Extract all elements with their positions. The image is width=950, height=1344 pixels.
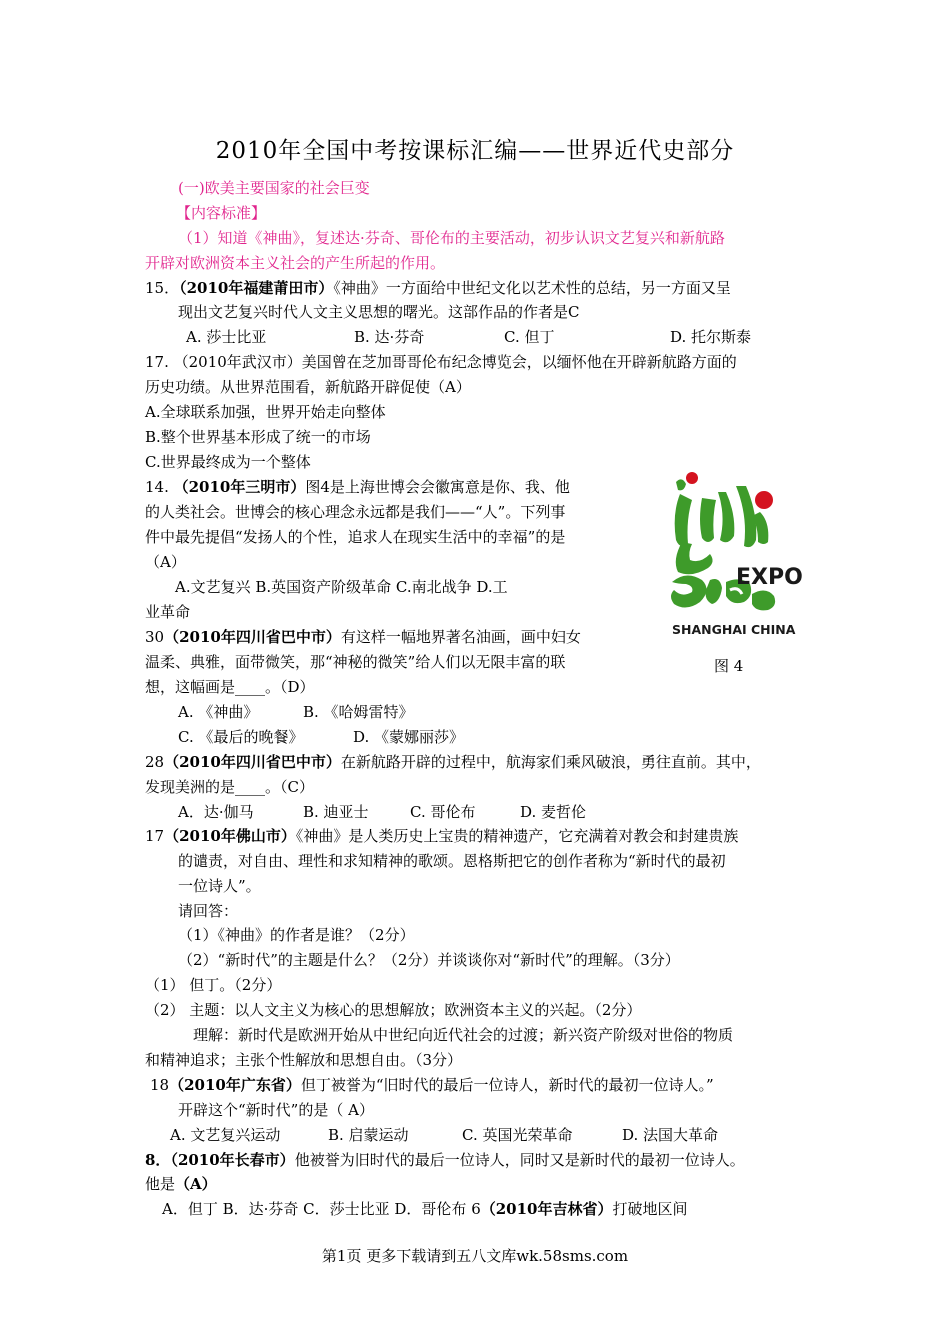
question-number: 8． bbox=[145, 1151, 171, 1169]
option-b: B. 启蒙运动 bbox=[328, 1126, 409, 1144]
question-text: 在新航路开辟的过程中，航海家们乘风破浪，勇往直前。其中， bbox=[340, 753, 761, 771]
question-text: 他是 bbox=[145, 1175, 176, 1193]
question-source: （2010年三明市） bbox=[173, 478, 306, 496]
question-30-text-3: 想，这幅画是____。（D） bbox=[145, 678, 315, 696]
question-15 bbox=[145, 278, 731, 298]
expo-emblem-icon bbox=[662, 472, 812, 642]
option-a: A. 莎士比亚 bbox=[186, 328, 267, 346]
expo-2010-logo bbox=[662, 472, 812, 642]
question-17-foshan-answer-3: 理解：新时代是欧洲开始从中世纪向近代社会的过渡；新兴资产阶级对世俗的物质 bbox=[193, 1026, 734, 1044]
question-17-option-b: B.整个世界基本形成了统一的市场 bbox=[145, 428, 371, 446]
shanghai-china-wordmark: SHANGHAI CHINA bbox=[672, 622, 796, 637]
option-a: A. 文艺复兴运动 bbox=[170, 1126, 281, 1144]
option-b: B. 达·芬奇 bbox=[354, 328, 425, 346]
question-source: （2010年长春市） bbox=[170, 1151, 295, 1169]
standard-text-line-2: 开辟对欧洲资本主义社会的产生所起的作用。 bbox=[145, 254, 446, 272]
question-17-option-a: A.全球联系加强，世界开始走向整体 bbox=[145, 403, 386, 421]
question-28-text-2: 发现美洲的是____。（C） bbox=[145, 778, 314, 796]
question-number: 14. bbox=[145, 478, 174, 496]
question-14-text-3: 件中最先提倡“发扬人的个性，追求人在现实生活中的幸福”的是 bbox=[145, 528, 566, 546]
question-17-foshan-answer-2: （2） 主题：以人文主义为核心的思想解放；欧洲资本主义的兴起。（2分） bbox=[145, 1001, 642, 1019]
option-a: A．达·伽马 bbox=[178, 803, 254, 821]
option-d: D. 麦哲伦 bbox=[520, 803, 587, 821]
question-17-wuhan-text-1: 17. （2010年武汉市）美国曾在芝加哥哥伦布纪念博览会，以缅怀他在开辟新航路方面的 bbox=[145, 353, 737, 371]
page-title: 2010年全国中考按课标汇编——世界近代史部分 bbox=[215, 138, 735, 164]
question-14-options: A.文艺复兴 B.英国资产阶级革命 C.南北战争 D.工 bbox=[175, 578, 508, 596]
question-source: （2010年佛山市） bbox=[164, 827, 296, 845]
question-text: 有这样一幅地界著名油画，画中妇女 bbox=[340, 628, 581, 646]
question-number: 18 bbox=[150, 1076, 170, 1094]
question-28 bbox=[145, 752, 761, 772]
option-b: B. 《哈姆雷特》 bbox=[303, 703, 414, 721]
question-30-text-2: 温柔、典雅，面带微笑，那“神秘的微笑”给人们以无限丰富的联 bbox=[145, 653, 566, 671]
question-17-foshan bbox=[145, 826, 738, 846]
question-text: 《神曲》一方面给中世纪文化以艺术性的总结，另一方面又呈 bbox=[333, 279, 731, 297]
options-text: A．但丁 B．达·芬奇 C．莎士比亚 D．哥伦布 6 bbox=[162, 1200, 481, 1218]
question-number: 28 bbox=[145, 753, 165, 771]
question-8-text-2 bbox=[145, 1174, 217, 1194]
question-text: 他被誉为旧时代的最后一位诗人，同时又是新时代的最初一位诗人。 bbox=[294, 1151, 745, 1169]
question-answer: （A） bbox=[175, 1175, 217, 1193]
section-heading: (一)欧美主要国家的社会巨变 bbox=[178, 179, 370, 197]
option-c: C. 但丁 bbox=[504, 328, 555, 346]
option-d: D. 《蒙娜丽莎》 bbox=[353, 728, 465, 746]
option-d: D. 法国大革命 bbox=[622, 1126, 719, 1144]
question-30 bbox=[145, 627, 581, 647]
question-number: 15． bbox=[145, 279, 180, 297]
question-text: 但丁被誉为“旧时代的最后一位诗人，新时代的最初一位诗人。” bbox=[300, 1076, 714, 1094]
question-17-foshan-ask: 请回答： bbox=[178, 902, 239, 920]
option-d: D. 托尔斯泰 bbox=[670, 328, 752, 346]
question-17-foshan-sub-1: （1）《神曲》的作者是谁？（2分） bbox=[178, 926, 415, 944]
question-6-source: （2010年吉林省） bbox=[480, 1200, 613, 1218]
page-footer: 第1页 更多下载请到五八文库wk.58sms.com bbox=[321, 1247, 629, 1265]
question-17-foshan-answer-4: 和精神追求；主张个性解放和思想自由。（3分） bbox=[145, 1051, 463, 1069]
question-6-text: 打破地区间 bbox=[612, 1200, 688, 1218]
question-18 bbox=[150, 1075, 714, 1095]
question-15-text-2: 现出文艺复兴时代人文主义思想的曙光。这部作品的作者是C bbox=[178, 303, 580, 321]
standard-text-line-1: （1）知道《神曲》，复述达·芬奇、哥伦布的主要活动，初步认识文艺复兴和新航路 bbox=[178, 229, 725, 247]
question-text: 《神曲》是人类历史上宝贵的精神遗产，它充满着对教会和封建贵族 bbox=[295, 827, 739, 845]
question-14-text-4: （A） bbox=[145, 553, 186, 571]
option-c: C. 英国光荣革命 bbox=[462, 1126, 573, 1144]
question-14-options-cont: 业革命 bbox=[145, 603, 191, 621]
question-14-text-2: 的人类社会。世博会的核心理念永远都是我们——“人”。下列事 bbox=[145, 503, 566, 521]
question-source: （2010年四川省巴中市） bbox=[164, 753, 341, 771]
content-standard-heading: 【内容标准】 bbox=[176, 204, 267, 222]
option-c: C. 《最后的晚餐》 bbox=[178, 728, 304, 746]
question-17-option-c: C.世界最终成为一个整体 bbox=[145, 453, 311, 471]
figure-4-caption: 图 4 bbox=[714, 657, 744, 675]
question-number: 30 bbox=[145, 628, 165, 646]
question-17-foshan-text-3: 一位诗人”。 bbox=[178, 877, 261, 895]
question-8-options bbox=[162, 1199, 688, 1219]
option-b: B. 迪亚士 bbox=[303, 803, 369, 821]
question-17-foshan-sub-2: （2）“新时代”的主题是什么？（2分）并谈谈你对“新时代”的理解。（3分） bbox=[178, 951, 680, 969]
question-14 bbox=[145, 477, 570, 497]
option-a: A. 《神曲》 bbox=[178, 703, 259, 721]
question-18-text-2: 开辟这个“新时代”的是（ A） bbox=[178, 1101, 374, 1119]
question-text: 图4是上海世博会会徽寓意是你、我、他 bbox=[305, 478, 570, 496]
question-8 bbox=[145, 1150, 745, 1170]
question-source: （2010年四川省巴中市） bbox=[164, 628, 341, 646]
question-17-foshan-text-2: 的谴责，对自由、理性和求知精神的歌颂。恩格斯把它的创作者称为“新时代的最初 bbox=[178, 852, 726, 870]
option-c: C. 哥伦布 bbox=[410, 803, 476, 821]
question-17-foshan-answer-1: （1） 但丁。（2分） bbox=[145, 976, 282, 994]
question-17-wuhan-text-2: 历史功绩。从世界范围看，新航路开辟促使（A） bbox=[145, 378, 471, 396]
expo-wordmark: EXPO bbox=[736, 565, 803, 590]
question-source: （2010年福建莆田市） bbox=[179, 279, 334, 297]
question-number: 17 bbox=[145, 827, 165, 845]
question-source: （2010年广东省） bbox=[169, 1076, 301, 1094]
